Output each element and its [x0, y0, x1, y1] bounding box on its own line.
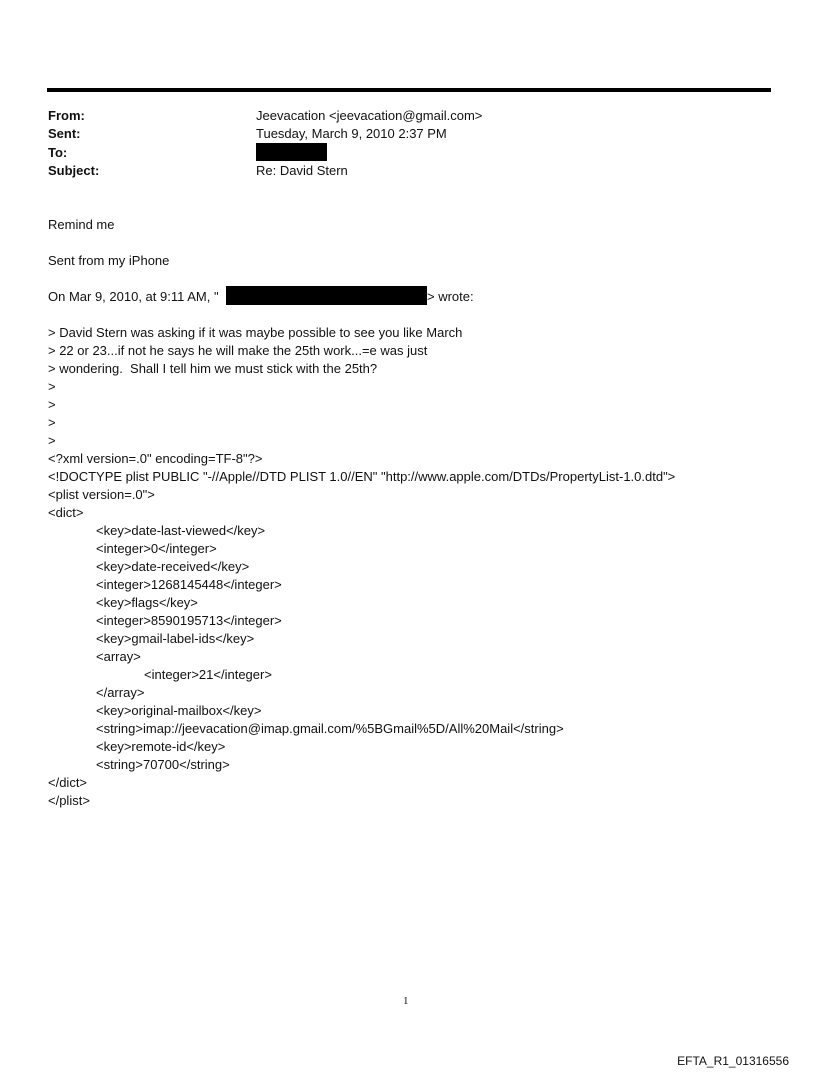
from-label: From:: [48, 108, 85, 123]
quote-intro-prefix: On Mar 9, 2010, at 9:11 AM, ": [48, 289, 219, 304]
xml-line: <key>date-last-viewed</key>: [96, 523, 266, 538]
to-redaction: [256, 143, 327, 161]
quoted-line: >: [48, 397, 56, 412]
xml-line: </dict>: [48, 775, 88, 790]
quoted-line: > David Stern was asking if it was maybe possible to see you like March: [48, 325, 463, 340]
xml-line: <key>date-received</key>: [96, 559, 250, 574]
xml-line: <integer>0</integer>: [96, 541, 217, 556]
xml-line: <string>imap://jeevacation@imap.gmail.com/%5BGmail%5D/All%20Mail</string>: [96, 721, 564, 736]
xml-line: <?xml version=.0" encoding=TF-8"?>: [48, 451, 263, 466]
sender-redaction: [226, 286, 427, 305]
sent-label: Sent:: [48, 126, 81, 141]
document-id: EFTA_R1_01316556: [677, 1054, 789, 1068]
subject-label: Subject:: [48, 163, 100, 178]
subject-value: Re: David Stern: [256, 163, 348, 178]
xml-line: </array>: [96, 685, 145, 700]
header-rule: [47, 88, 771, 92]
quote-intro-suffix: > wrote:: [427, 289, 474, 304]
signature-text: Sent from my iPhone: [48, 253, 170, 268]
reply-text: Remind me: [48, 217, 115, 232]
xml-line: </plist>: [48, 793, 90, 808]
xml-line: <integer>1268145448</integer>: [96, 577, 282, 592]
quoted-line: > wondering. Shall I tell him we must stick with the 25th?: [48, 361, 378, 376]
xml-line: <array>: [96, 649, 141, 664]
from-value: Jeevacation <jeevacation@gmail.com>: [256, 108, 483, 123]
page-number: 1: [403, 995, 409, 1007]
sent-value: Tuesday, March 9, 2010 2:37 PM: [256, 126, 447, 141]
xml-line: <integer>8590195713</integer>: [96, 613, 282, 628]
xml-line: <key>original-mailbox</key>: [96, 703, 262, 718]
quoted-line: >: [48, 433, 56, 448]
quoted-line: >: [48, 415, 56, 430]
quoted-line: >: [48, 379, 56, 394]
xml-line: <string>70700</string>: [96, 757, 230, 772]
xml-line: <key>remote-id</key>: [96, 739, 226, 754]
xml-line: <!DOCTYPE plist PUBLIC "-//Apple//DTD PLIST 1.0//EN" "http://www.apple.com/DTDs/PropertyList-1.0.dtd">: [48, 469, 676, 484]
to-label: To:: [48, 145, 68, 160]
xml-line: <key>gmail-label-ids</key>: [96, 631, 255, 646]
xml-line: <key>flags</key>: [96, 595, 198, 610]
xml-line: <dict>: [48, 505, 84, 520]
xml-line: <integer>21</integer>: [144, 667, 272, 682]
xml-line: <plist version=.0">: [48, 487, 155, 502]
quoted-line: > 22 or 23...if not he says he will make the 25th work...=e was just: [48, 343, 428, 358]
